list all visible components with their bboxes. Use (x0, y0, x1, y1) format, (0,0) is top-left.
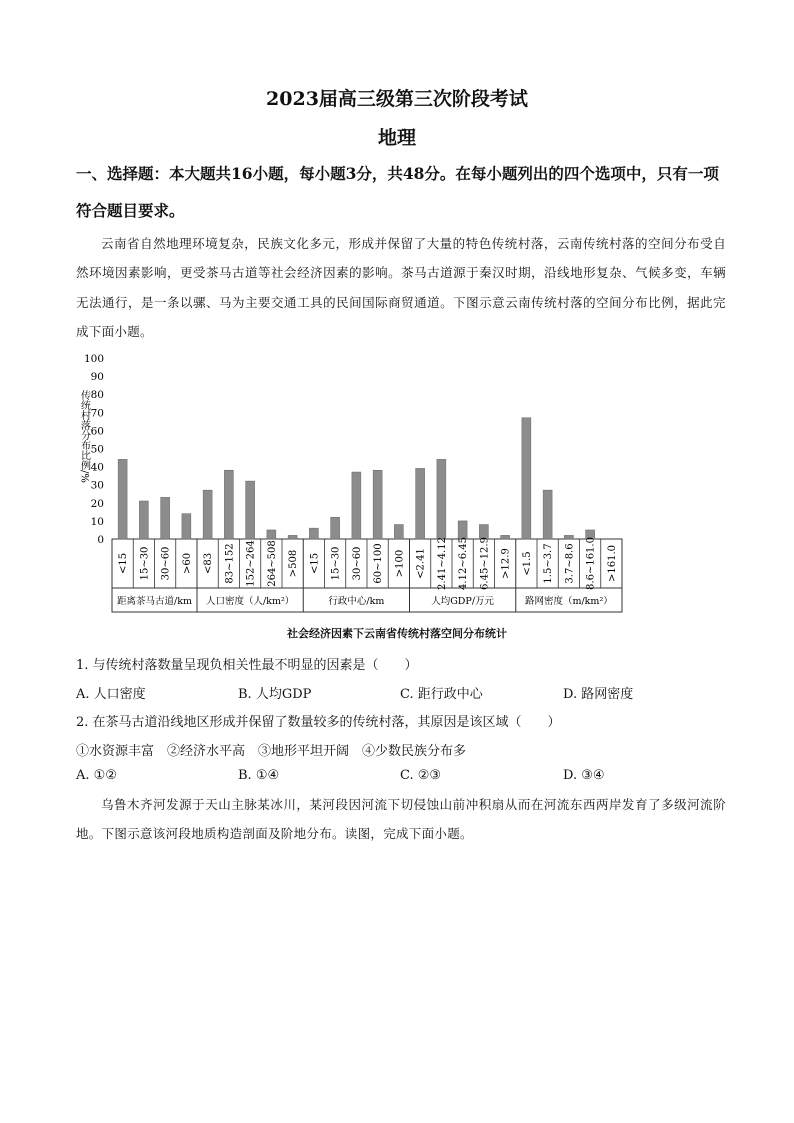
passage-2: 乌鲁木齐河发源于天山主脉某冰川，某河段因河流下切侵蚀山前冲积扇从而在河流东西两岸发育了多级河流阶地。下图示意该河段地质构造剖面及阶地分布。读图，完成下面小题。 (76, 797, 726, 842)
bar (139, 501, 148, 539)
question-2-option-d[interactable]: D. ③④ (563, 768, 605, 783)
bar (246, 481, 255, 539)
bar (479, 525, 488, 539)
category-label: <15 (309, 552, 321, 575)
category-label: >508 (288, 549, 300, 578)
question-2-stem: 2. 在茶马古道沿线地区形成并保留了数量较多的传统村落，其原因是该区域（ ） (76, 715, 561, 730)
bar (564, 535, 573, 539)
y-tick-label: 50 (90, 443, 104, 456)
category-label: 3.7~8.6 (564, 543, 576, 584)
category-label: 60~100 (373, 543, 385, 584)
category-label: >161.0 (606, 544, 618, 583)
y-tick-label: 60 (90, 425, 104, 438)
bar (416, 468, 425, 539)
question-1-option-d[interactable]: D. 路网密度 (563, 687, 634, 702)
question-1-stem: 1. 与传统村落数量呈现负相关性最不明显的因素是（ ） (76, 658, 418, 673)
bar (331, 517, 340, 539)
category-label: 30~60 (351, 546, 363, 581)
village-distribution-chart (74, 350, 634, 620)
category-label: >12.9 (500, 548, 512, 579)
question-2-items: ①水资源丰富 ②经济水平高 ③地形平坦开阔 ④少数民族分布多 (76, 744, 467, 759)
bar (309, 528, 318, 539)
category-label: 8.6~161.0 (585, 537, 597, 590)
question-1-option-c[interactable]: C. 距行政中心 (400, 687, 483, 702)
category-label: <2.41 (415, 548, 427, 579)
bar (394, 525, 403, 539)
category-label: 264~508 (266, 540, 278, 587)
category-label: <15 (118, 552, 130, 575)
y-axis-label: 传统村落分布比例/% (78, 390, 90, 483)
category-label: 4.12~6.45 (458, 537, 470, 590)
question-2-option-b[interactable]: B. ①④ (238, 768, 280, 783)
question-1-option-a[interactable]: A. 人口密度 (76, 687, 146, 702)
bar (458, 521, 467, 539)
category-label: 83~152 (224, 543, 236, 584)
category-label: 30~60 (160, 546, 172, 581)
bar (203, 490, 212, 539)
bar (224, 470, 233, 539)
bar (182, 514, 191, 539)
group-label: 人口密度（人/km²） (205, 596, 295, 607)
y-tick-label: 30 (90, 479, 104, 492)
category-label: 2.41~4.12 (436, 537, 448, 590)
question-2-option-a[interactable]: A. ①② (76, 768, 117, 783)
category-label: 15~30 (139, 546, 151, 581)
bar (118, 459, 127, 539)
category-label: 152~264 (245, 540, 257, 587)
y-tick-label: 0 (97, 534, 104, 546)
exam-title: 2023届高三级第三次阶段考试 (266, 88, 528, 110)
category-label: <83 (203, 552, 215, 575)
y-tick-label: 70 (90, 407, 104, 420)
category-label: >100 (394, 549, 406, 578)
y-tick-label: 80 (90, 389, 104, 402)
subject-title: 地理 (377, 127, 416, 149)
category-label: <1.5 (521, 551, 533, 576)
bar (352, 472, 361, 539)
bar (373, 470, 382, 539)
category-label: 15~30 (330, 546, 342, 581)
group-label: 距离茶马古道/km (117, 596, 192, 607)
chart-caption: 社会经济因素下云南省传统村落空间分布统计 (287, 627, 507, 640)
bar (288, 535, 297, 539)
section-heading: 一、选择题：本大题共16小题，每小题3分，共48分。在每小题列出的四个选项中，只有一项符合题目要求。 (76, 164, 719, 220)
bar (543, 490, 552, 539)
bar (267, 530, 276, 539)
passage-1: 云南省自然地理环境复杂，民族文化多元，形成并保留了大量的特色传统村落，云南传统村落的空间分布受自然环境因素影响，更受茶马古道等社会经济因素的影响。茶马古道源于秦汉时期，沿线地形复杂、气候多变，车辆无法通行，是一条以骡、马为主要交通工具的民间国际商贸通道。下图示意云南传统村落的空间分布比例，据此完成下面小题。 (76, 236, 726, 339)
category-label: 1.5~3.7 (543, 543, 555, 584)
bar (437, 459, 446, 539)
bar (501, 535, 510, 539)
group-label: 人均GDP/万元 (431, 596, 495, 607)
category-label: >60 (181, 552, 193, 575)
question-2-option-c[interactable]: C. ②③ (400, 768, 442, 783)
category-label: 6.45~12.9 (479, 537, 491, 590)
y-tick-label: 20 (90, 497, 104, 510)
bar (522, 418, 531, 539)
y-tick-label: 100 (83, 353, 104, 365)
question-1-option-b[interactable]: B. 人均GDP (238, 687, 312, 702)
group-label: 行政中心/km (328, 596, 385, 607)
bar (161, 497, 170, 539)
group-label: 路网密度（m/km²） (524, 596, 613, 607)
y-tick-label: 40 (90, 461, 104, 474)
y-tick-label: 10 (90, 515, 104, 528)
y-tick-label: 90 (90, 371, 104, 384)
